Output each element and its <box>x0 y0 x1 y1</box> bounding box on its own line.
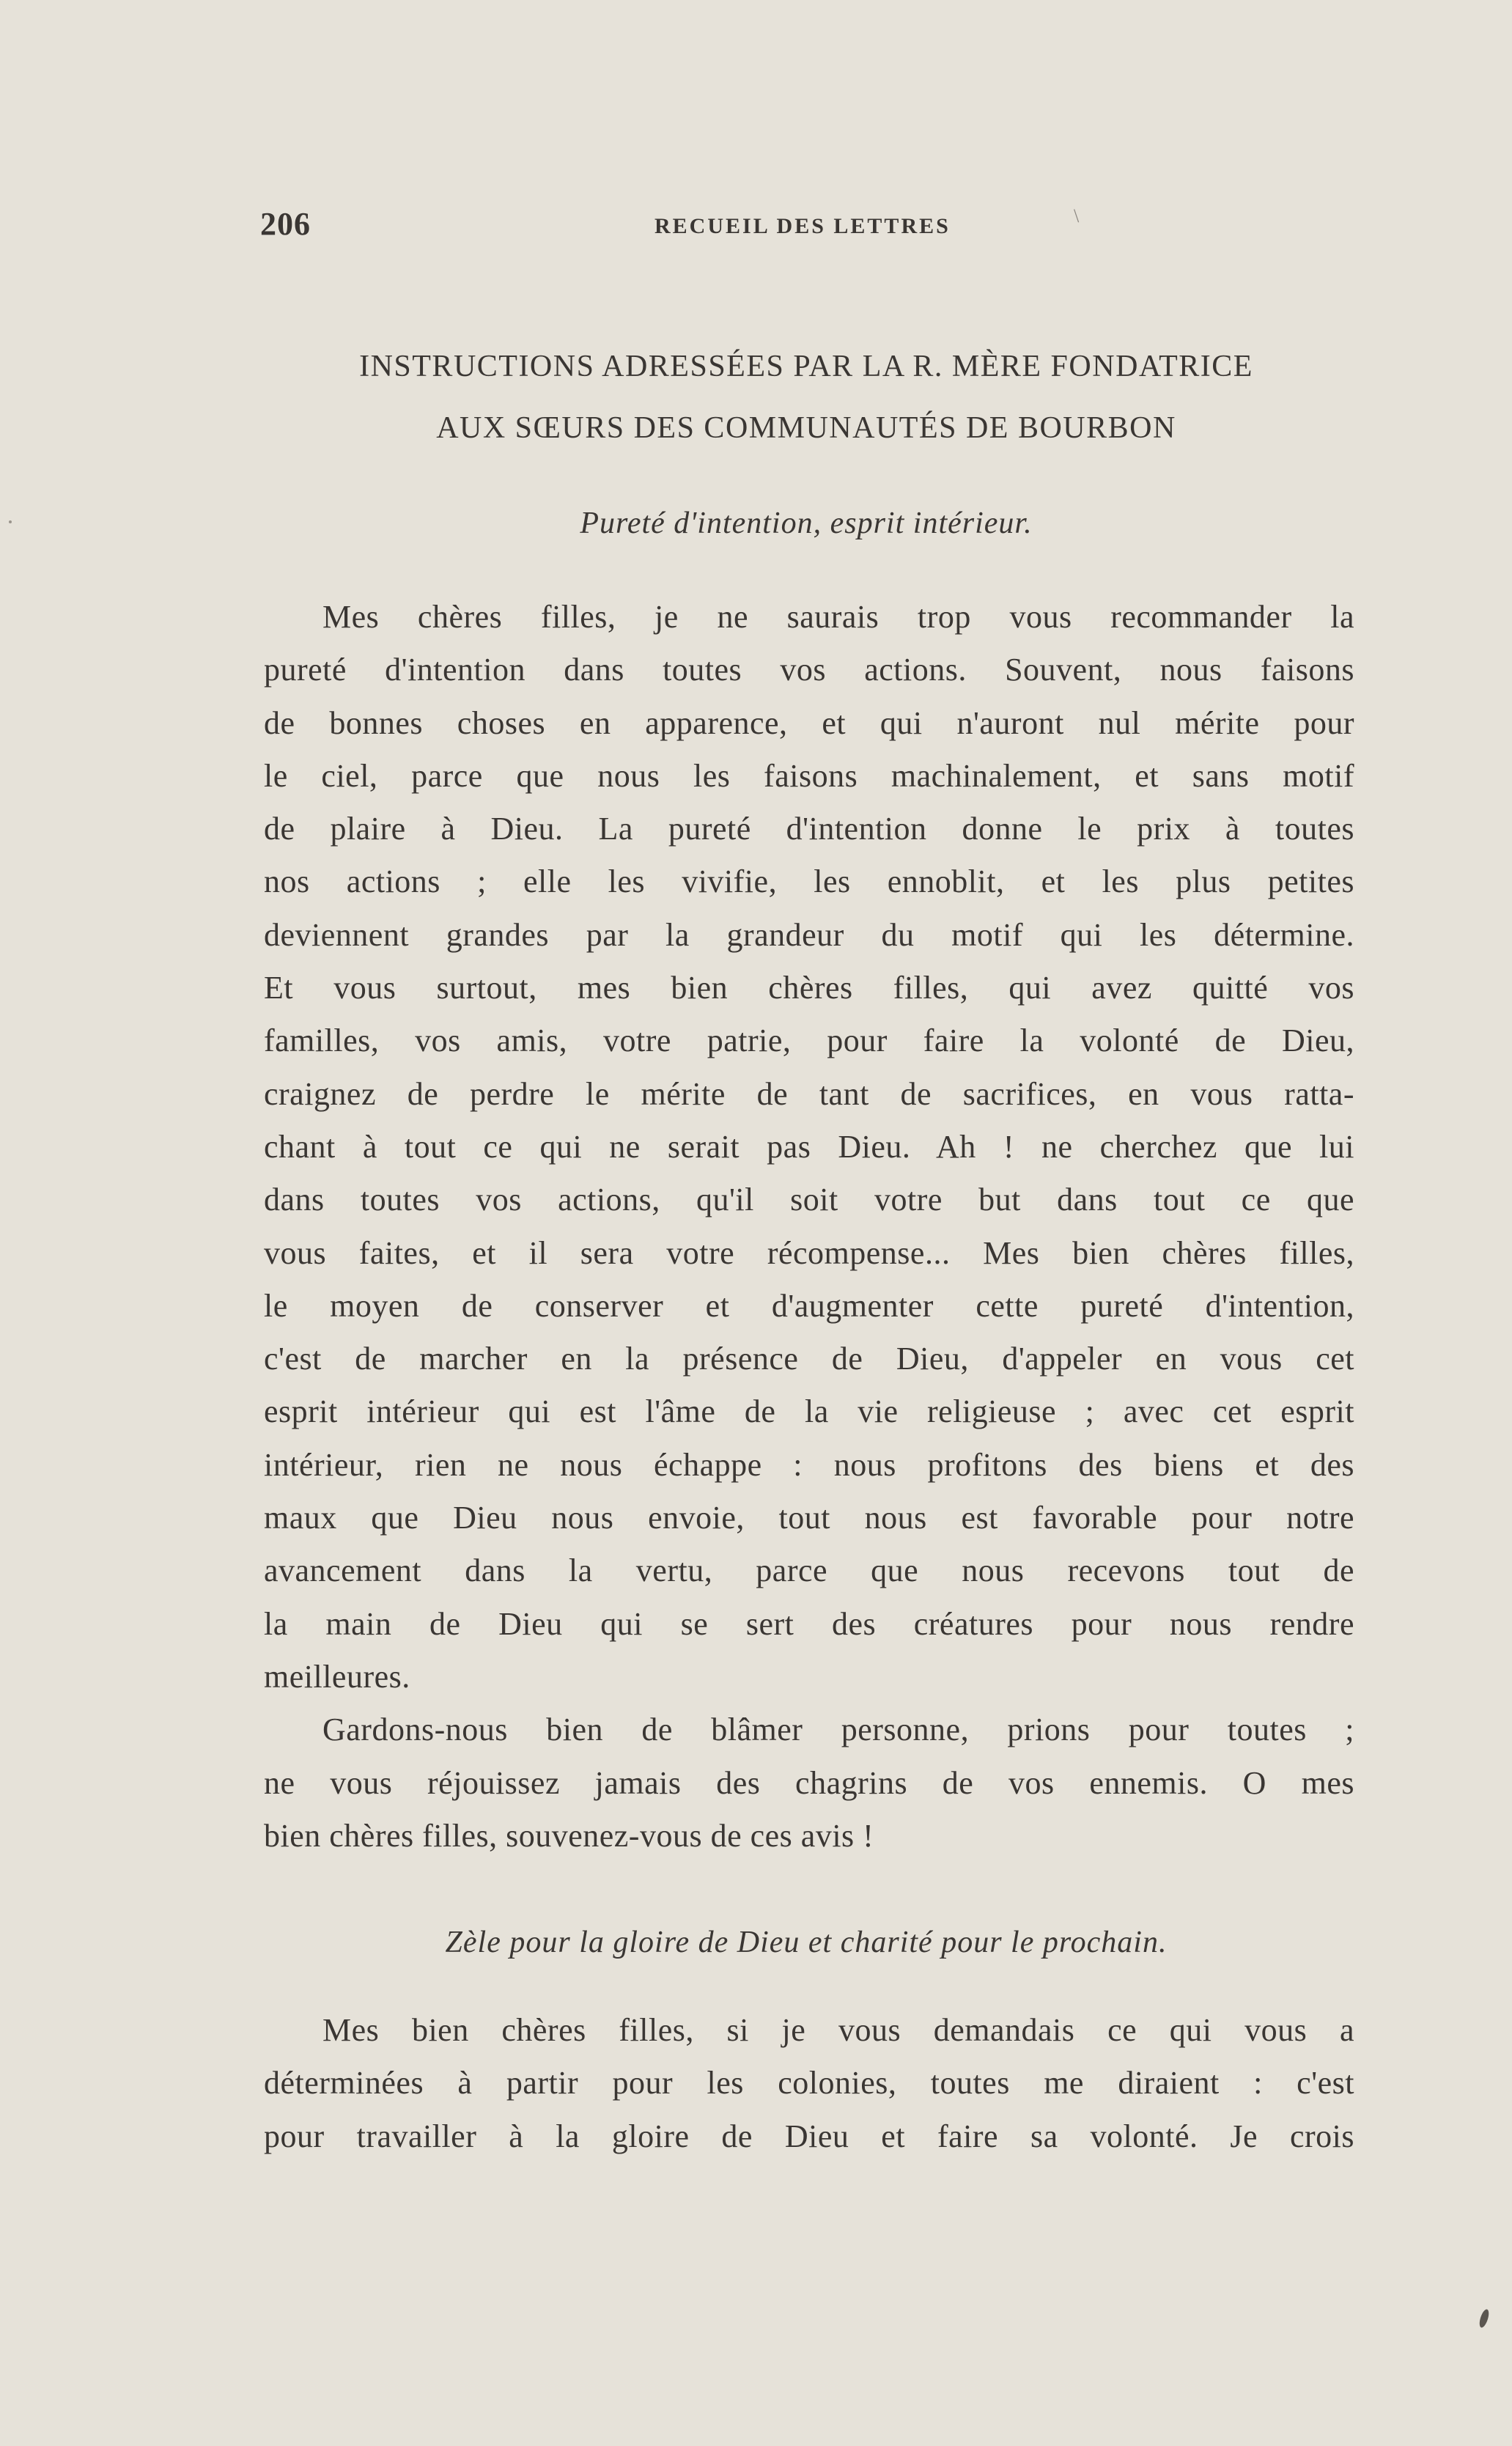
section-heading-purity: Pureté d'intention, esprit intérieur. <box>580 506 1033 540</box>
text-line: ne vous réjouissez jamais des chagrins de vos ennemis. O mes <box>264 1764 1354 1801</box>
text-line: de plaire à Dieu. La pureté d'intention donne le prix à toutes <box>264 811 1354 847</box>
text-line: déterminées à partir pour les colonies, toutes me diraient : c'est <box>264 2065 1354 2101</box>
text-line: c'est de marcher en la présence de Dieu, d'appeler en vous cet <box>264 1341 1354 1377</box>
text-line: familles, vos amis, votre patrie, pour faire la volonté de Dieu, <box>264 1023 1354 1059</box>
running-title: RECUEIL DES LETTRES <box>654 214 951 238</box>
text-line: bien chères filles, souvenez-vous de ces avis ! <box>264 1817 874 1854</box>
ink-speck <box>9 520 12 523</box>
text-line: meilleures. <box>264 1658 410 1695</box>
section-heading-zeal: Zèle pour la gloire de Dieu et charité pour le prochain. <box>445 1926 1168 1959</box>
main-title <box>260 336 1352 459</box>
page-number: 206 <box>260 206 311 242</box>
text-line: vous faites, et il sera votre récompense... Mes bien chères filles, <box>264 1234 1354 1271</box>
ink-speck <box>1478 2308 1491 2329</box>
text-line: la main de Dieu qui se sert des créatures pour nous rendre <box>264 1605 1354 1642</box>
main-title-line: INSTRUCTIONS ADRESSÉES PAR LA R. MÈRE FONDATRICE <box>359 350 1253 383</box>
section-body-purity <box>264 591 1354 1863</box>
text-line: de bonnes choses en apparence, et qui n'auront nul mérite pour <box>264 704 1354 741</box>
text-line: esprit intérieur qui est l'âme de la vie religieuse ; avec cet esprit <box>264 1393 1354 1430</box>
text-line: dans toutes vos actions, qu'il soit votre but dans tout ce que <box>264 1182 1354 1218</box>
text-line: Mes bien chères filles, si je vous demandais ce qui vous a <box>322 2012 1354 2048</box>
text-line: avancement dans la vertu, parce que nous recevons tout de <box>264 1552 1354 1589</box>
text-line: deviennent grandes par la grandeur du motif qui les détermine. <box>264 916 1354 953</box>
text-line: craignez de perdre le mérite de tant de sacrifices, en vous ratta- <box>264 1075 1354 1112</box>
text-line: pour travailler à la gloire de Dieu et faire sa volonté. Je crois <box>264 2118 1354 2154</box>
text-line: intérieur, rien ne nous échappe : nous profitons des biens et des <box>264 1446 1354 1483</box>
text-line: Et vous surtout, mes bien chères filles, qui avez quitté vos <box>264 970 1354 1006</box>
main-title-line: AUX SŒURS DES COMMUNAUTÉS DE BOURBON <box>436 411 1176 445</box>
text-line: Mes chères filles, je ne saurais trop vous recommander la <box>322 599 1354 635</box>
text-line: le moyen de conserver et d'augmenter cette pureté d'intention, <box>264 1287 1354 1324</box>
text-line: pureté d'intention dans toutes vos actions. Souvent, nous faisons <box>264 652 1354 688</box>
text-line: maux que Dieu nous envoie, tout nous est favorable pour notre <box>264 1500 1354 1536</box>
text-line: nos actions ; elle les vivifie, les ennoblit, et les plus petites <box>264 863 1354 900</box>
header-mark: \ <box>1074 205 1080 226</box>
text-line: le ciel, parce que nous les faisons machinalement, et sans motif <box>264 757 1354 794</box>
section-body-zeal <box>264 2004 1354 2163</box>
running-header <box>260 205 1352 242</box>
text-line: Gardons-nous bien de blâmer personne, prions pour toutes ; <box>322 1712 1354 1748</box>
text-line: chant à tout ce qui ne serait pas Dieu. Ah ! ne cherchez que lui <box>264 1128 1354 1165</box>
